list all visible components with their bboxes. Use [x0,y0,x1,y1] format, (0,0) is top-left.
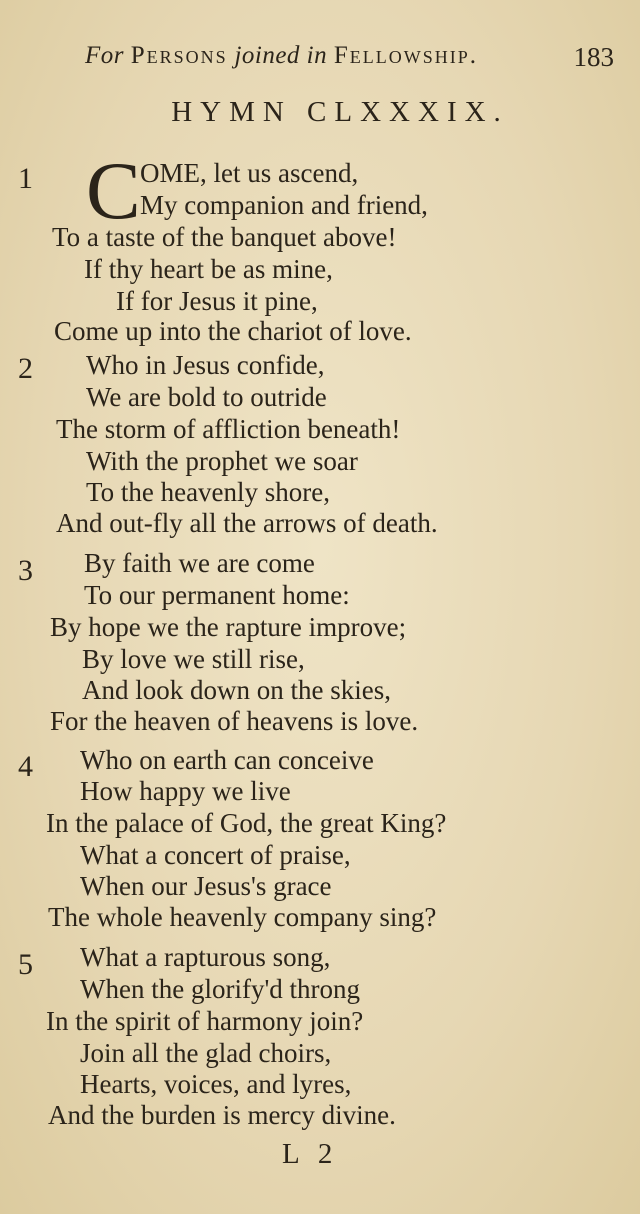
header-persons: Persons [130,42,228,69]
stanza-number: 2 [18,352,33,385]
verse-line: The whole heavenly company sing? [48,902,437,932]
verse-line: Who in Jesus confide, [86,350,325,380]
verse-line: And look down on the skies, [82,675,391,705]
verse-line: To our permanent home: [84,580,350,610]
verse-line: If for Jesus it pine, [116,286,318,316]
verse-line: By hope we the rapture improve; [50,612,407,642]
verse-line: And the burden is mercy divine. [48,1100,396,1130]
verse-line: What a rapturous song, [80,942,331,972]
stanza-number: 4 [18,750,33,783]
verse-line: If thy heart be as mine, [84,254,333,284]
verse-line: When our Jesus's grace [80,871,332,901]
header-joined-in: joined in [234,42,328,69]
stanza-number: 3 [18,554,33,587]
page-number: 183 [573,42,614,72]
header-fellowship: Fellowship. [333,42,479,69]
verse-line: What a concert of praise, [80,840,351,870]
verse-line: And out-fly all the arrows of death. [56,508,438,538]
verse-line: In the spirit of harmony join? [46,1006,364,1036]
verse-line: OME, let us ascend, [140,158,359,188]
verse-line: Hearts, voices, and lyres, [80,1069,352,1099]
signature-mark: L 2 [282,1138,339,1170]
hymn-title: HYMN CLXXXIX. [171,96,509,128]
verse-line: My companion and friend, [140,190,428,220]
verse-line: We are bold to outride [86,382,327,412]
stanza-number: 1 [18,162,33,195]
verse-line: To the heavenly shore, [86,477,331,507]
running-header [0,42,640,82]
verse-line: To a taste of the banquet above! [52,222,397,252]
verse-line: When the glorify'd throng [80,974,361,1004]
verse-line: By love we still rise, [82,644,305,674]
verse-line: In the palace of God, the great King? [46,808,447,838]
verse-line: With the prophet we soar [86,446,358,476]
stanza-number: 5 [18,948,33,981]
verse-line: How happy we live [80,776,291,806]
drop-cap: C [86,145,141,236]
verse-line: Come up into the chariot of love. [54,316,412,346]
header-for: For [85,42,124,69]
verse-line: The storm of affliction beneath! [56,414,401,444]
running-title [85,42,478,70]
verse-line: Join all the glad choirs, [80,1038,332,1068]
verse-line: For the heaven of heavens is love. [50,706,419,736]
verse-line: Who on earth can conceive [80,745,374,775]
verse-line: By faith we are come [84,548,315,578]
